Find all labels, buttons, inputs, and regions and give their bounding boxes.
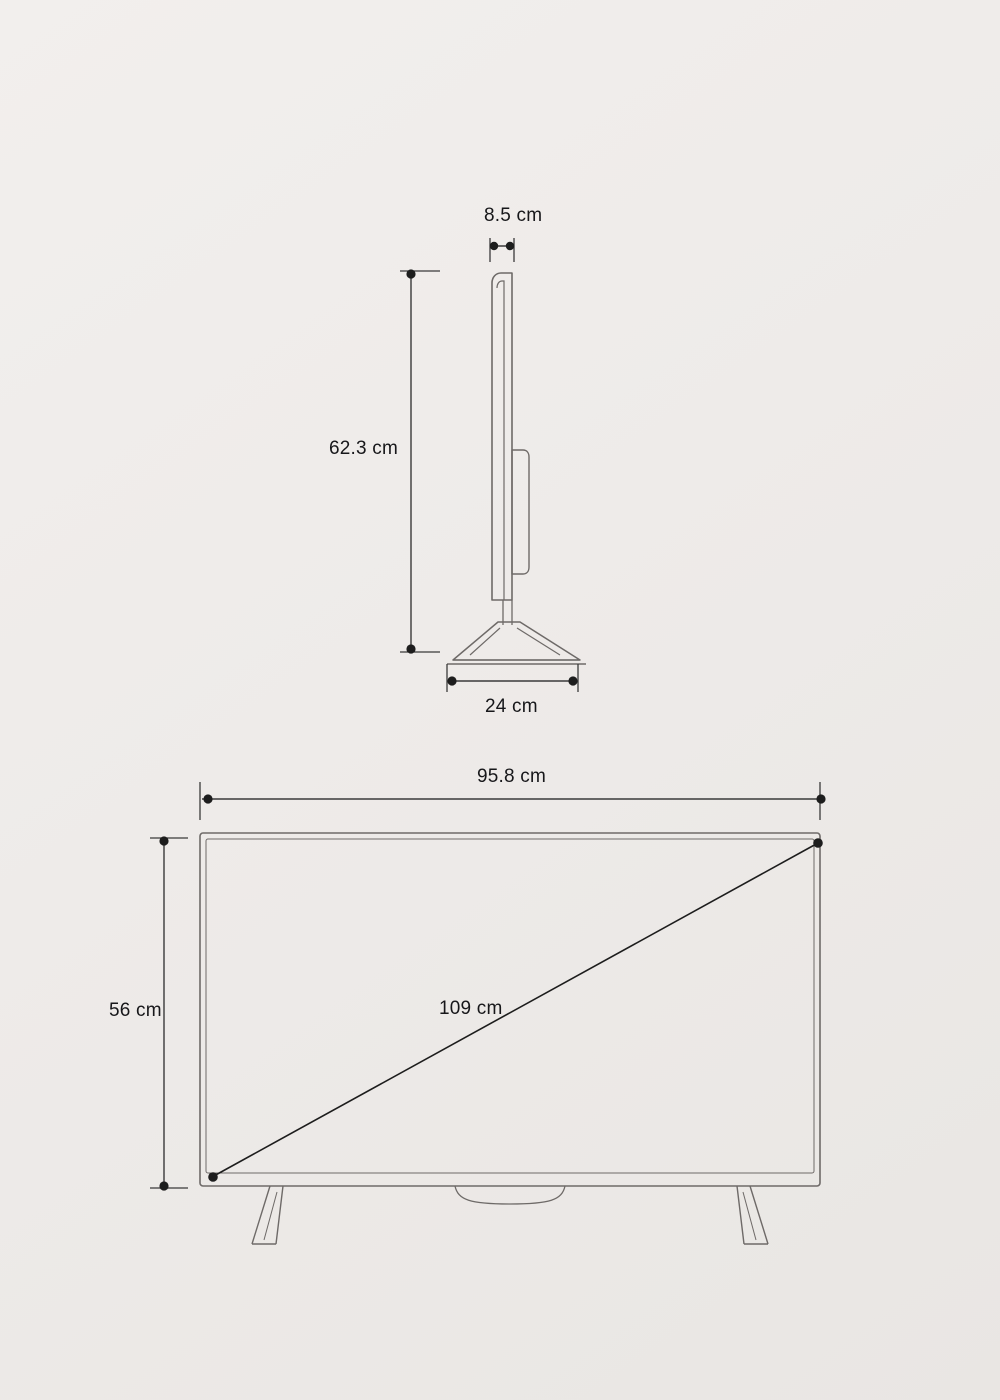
front-screen-bezel	[206, 839, 814, 1173]
front-leg-right	[737, 1186, 768, 1244]
label-height: 62.3 cm	[329, 438, 398, 459]
label-diagonal: 109 cm	[439, 998, 503, 1019]
side-stand-foot	[453, 622, 580, 660]
side-rear-housing	[512, 450, 529, 574]
panel-height-endpoint-top	[159, 836, 168, 845]
side-view-group	[400, 238, 586, 692]
label-depth: 8.5 cm	[484, 205, 543, 226]
label-width: 95.8 cm	[477, 766, 546, 787]
diagonal-endpoint-top-right	[813, 838, 823, 848]
stand-endpoint-right	[568, 676, 577, 685]
width-endpoint-left	[203, 794, 212, 803]
label-panel-height: 56 cm	[109, 1000, 162, 1021]
panel-height-endpoint-bottom	[159, 1181, 168, 1190]
front-center-housing	[455, 1186, 565, 1204]
depth-endpoint-right	[506, 242, 514, 250]
label-stand-depth: 24 cm	[485, 696, 538, 717]
diagonal-dimension-line	[212, 843, 818, 1177]
height-endpoint-top	[406, 269, 415, 278]
front-leg-left	[252, 1186, 283, 1244]
side-panel-inner-line	[497, 281, 504, 600]
depth-endpoint-left	[490, 242, 498, 250]
diagonal-endpoint-bottom-left	[208, 1172, 218, 1182]
height-endpoint-bottom	[406, 644, 415, 653]
width-endpoint-right	[816, 794, 825, 803]
side-panel-outline	[492, 273, 512, 600]
stand-endpoint-left	[447, 676, 456, 685]
